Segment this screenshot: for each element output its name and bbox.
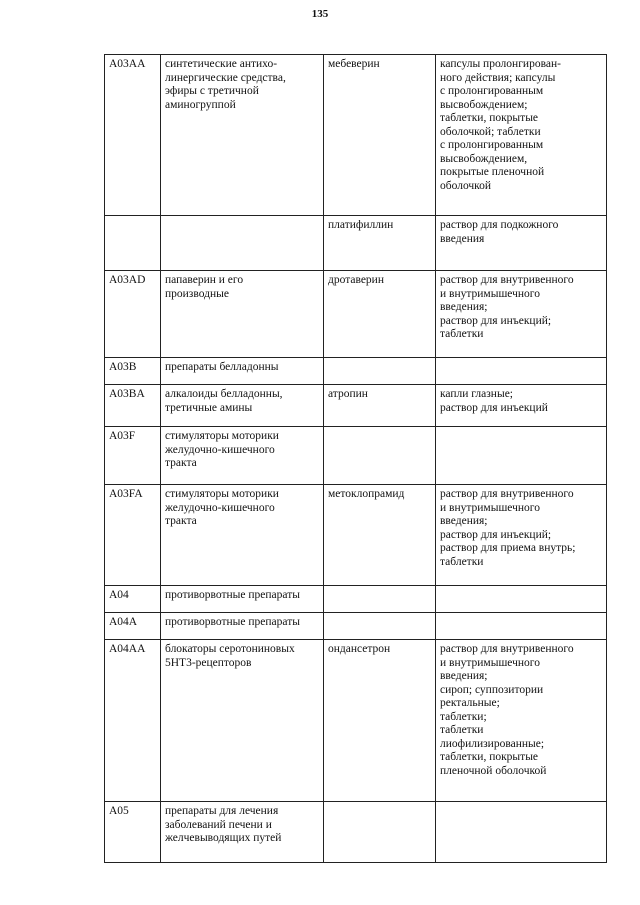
table-row [105,427,607,485]
drug-name-cell [324,427,436,485]
atc-code-cell: A03BA [105,385,161,427]
dosage-form-cell: капли глазные; раствор для инъекций [436,385,607,427]
dosage-form-cell [436,358,607,385]
table-row [105,640,607,802]
dosage-form-cell [436,427,607,485]
group-description-cell: стимуляторы моторики желудочно-кишечного тракта [161,485,324,586]
table-row [105,358,607,385]
atc-code-cell: A04AA [105,640,161,802]
table-row [105,55,607,216]
atc-code-cell: A03F [105,427,161,485]
table-row [105,613,607,640]
drug-name-cell: мебеверин [324,55,436,216]
group-description-cell: стимуляторы моторики желудочно-кишечного тракта [161,427,324,485]
group-description-cell: алкалоиды белладонны, третичные амины [161,385,324,427]
dosage-form-cell [436,613,607,640]
group-description-cell: противорвотные препараты [161,613,324,640]
atc-code-cell: A03B [105,358,161,385]
table-row [105,385,607,427]
drug-name-cell [324,613,436,640]
dosage-form-cell: раствор для внутривенного и внутримышечного введения; сироп; суппозитории ректальные; таблетки; таблетки лиофилизированные; таблетки, покрытые пленочной оболочкой [436,640,607,802]
atc-code-cell: A04A [105,613,161,640]
group-description-cell: препараты белладонны [161,358,324,385]
drug-name-cell [324,358,436,385]
dosage-form-cell [436,802,607,863]
dosage-form-cell: капсулы пролонгирован- ного действия; капсулы с пролонгированным высвобождением; таблетки, покрытые оболочкой; таблетки с пролонгированным высвобождением, покрытые пленочной оболочкой [436,55,607,216]
group-description-cell: препараты для лечения заболеваний печени и желчевыводящих путей [161,802,324,863]
atc-code-cell: A05 [105,802,161,863]
group-description-cell: папаверин и его производные [161,271,324,358]
drug-name-cell: метоклопрамид [324,485,436,586]
drug-name-cell: дротаверин [324,271,436,358]
drug-name-cell: ондансетрон [324,640,436,802]
table-row [105,802,607,863]
group-description-cell: противорвотные препараты [161,586,324,613]
drug-table [104,54,607,863]
drug-name-cell: платифиллин [324,216,436,271]
table-row [105,216,607,271]
dosage-form-cell [436,586,607,613]
table-row [105,271,607,358]
dosage-form-cell: раствор для подкожного введения [436,216,607,271]
atc-code-cell: A03FA [105,485,161,586]
atc-code-cell: A03AD [105,271,161,358]
dosage-form-cell: раствор для внутривенного и внутримышечного введения; раствор для инъекций; таблетки [436,271,607,358]
atc-code-cell: A04 [105,586,161,613]
table-row [105,485,607,586]
group-description-cell: блокаторы серотониновых 5НТ3-рецепторов [161,640,324,802]
drug-name-cell [324,586,436,613]
table-row [105,586,607,613]
page-number: 135 [311,8,329,20]
group-description-cell [161,216,324,271]
atc-code-cell: A03AA [105,55,161,216]
group-description-cell: синтетические антихо- линергические средства, эфиры с третичной аминогруппой [161,55,324,216]
dosage-form-cell: раствор для внутривенного и внутримышечного введения; раствор для инъекций; раствор для приема внутрь; таблетки [436,485,607,586]
drug-name-cell: атропин [324,385,436,427]
atc-code-cell [105,216,161,271]
drug-name-cell [324,802,436,863]
